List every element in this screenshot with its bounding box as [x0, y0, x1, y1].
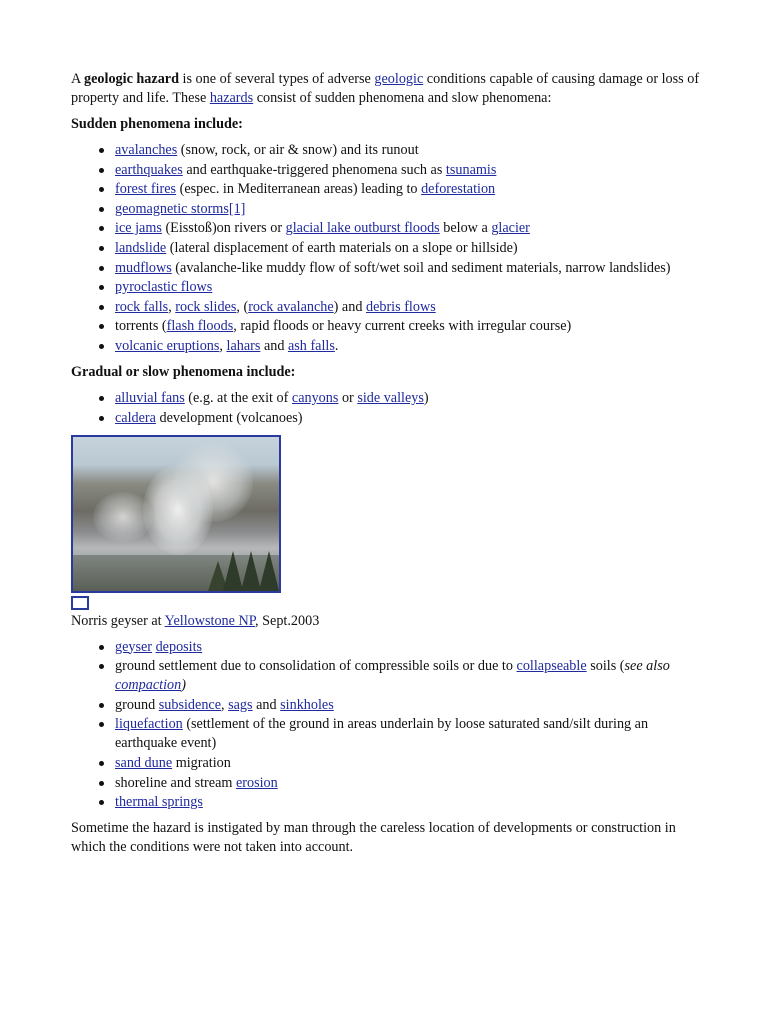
intro-text: is one of several types of adverse [178, 71, 375, 87]
tree-icon [259, 551, 279, 591]
link-hazards[interactable]: hazards [209, 90, 254, 106]
link-earthquakes[interactable]: earthquakes [115, 161, 183, 178]
item-text: shoreline and stream [115, 774, 236, 791]
link-ice-jams[interactable]: ice jams [115, 220, 162, 237]
item-text: ground [115, 696, 159, 713]
list-item [115, 638, 711, 657]
intro-paragraph [71, 70, 711, 108]
caption-text: Norris geyser at [71, 612, 165, 629]
intro-text: consist of sudden phenomena and slow phenomena: [253, 90, 552, 106]
item-text: (avalanche-like muddy flow of soft/wet soil and sediment materials, narrow landslides) [171, 259, 671, 276]
item-text: below a [439, 220, 492, 237]
link-liquefaction[interactable]: liquefaction [115, 716, 183, 733]
item-text: (e.g. at the exit of [184, 389, 292, 406]
list-item [115, 409, 711, 428]
item-text: development (volcanoes) [155, 409, 303, 426]
list-item [115, 161, 711, 180]
sudden-heading: Sudden phenomena include: [71, 116, 243, 132]
sudden-list [71, 141, 711, 356]
item-text: soils ( [586, 658, 625, 675]
link-debris-flows[interactable]: debris flows [365, 298, 436, 315]
item-text: and [252, 696, 281, 713]
link-yellowstone[interactable]: Yellowstone NP [164, 612, 256, 629]
list-item [115, 180, 711, 199]
gradual-list [71, 389, 711, 428]
link-compaction[interactable]: compaction [115, 677, 182, 694]
list-item [115, 337, 711, 356]
link-rock-slides[interactable]: rock slides [175, 298, 237, 315]
list-item [115, 298, 711, 317]
link-flash-floods[interactable]: flash floods [166, 318, 234, 335]
link-tsunamis[interactable]: tsunamis [445, 161, 497, 178]
link-geologic[interactable]: geologic [374, 71, 424, 87]
item-text: (lateral displacement of earth materials on a slope or hillside) [166, 239, 518, 256]
link-deposits[interactable]: deposits [155, 638, 203, 655]
link-thermal-springs[interactable]: thermal springs [115, 794, 203, 811]
link-pyroclastic-flows[interactable]: pyroclastic flows [115, 279, 213, 296]
tree-icon [241, 551, 261, 591]
link-forest-fires[interactable]: forest fires [115, 181, 177, 198]
item-text: or [338, 389, 358, 406]
link-side-valleys[interactable]: side valleys [357, 389, 424, 406]
link-geomagnetic-storms[interactable]: geomagnetic storms[1] [115, 200, 246, 217]
list-item [115, 219, 711, 238]
list-item [115, 141, 711, 160]
link-canyons[interactable]: canyons [291, 389, 339, 406]
link-collapseable[interactable]: collapseable [516, 658, 587, 675]
steam-plume [173, 442, 253, 522]
list-item [115, 200, 711, 219]
link-ash-falls[interactable]: ash falls [287, 337, 335, 354]
item-text: and [260, 337, 288, 354]
link-alluvial-fans[interactable]: alluvial fans [115, 389, 185, 406]
link-erosion[interactable]: erosion [235, 774, 278, 791]
link-sinkholes[interactable]: sinkholes [280, 696, 334, 713]
list-item [115, 317, 711, 336]
link-geyser[interactable]: geyser [115, 638, 153, 655]
link-glacier[interactable]: glacier [491, 220, 530, 237]
link-volcanic-eruptions[interactable]: volcanic eruptions [115, 337, 220, 354]
term-bold: geologic hazard [84, 71, 179, 87]
item-text: , [219, 337, 227, 354]
intro-text: A [71, 71, 85, 87]
enlarge-icon[interactable] [71, 596, 89, 610]
item-text: , rapid floods or heavy current creeks with irregular course) [233, 318, 572, 335]
list-item [115, 793, 711, 812]
item-text: torrents ( [115, 318, 167, 335]
list-item [115, 657, 711, 695]
item-text: and earthquake-triggered phenomena such as [182, 161, 446, 178]
list-item [115, 278, 711, 297]
link-sags[interactable]: sags [228, 696, 253, 713]
tree-icon [223, 551, 243, 591]
item-text: (espec. in Mediterranean areas) leading to [176, 181, 422, 198]
link-subsidence[interactable]: subsidence [158, 696, 222, 713]
article-body [71, 70, 711, 857]
link-caldera[interactable]: caldera [115, 409, 156, 426]
geyser-photo[interactable] [71, 435, 281, 593]
link-landslide[interactable]: landslide [115, 239, 167, 256]
item-text: ground settlement due to consolidation of compressible soils or due to [115, 658, 517, 675]
gradual-heading: Gradual or slow phenomena include: [71, 363, 296, 380]
link-sand-dune[interactable]: sand dune [115, 754, 173, 771]
list-item [115, 774, 711, 793]
gradual-list-continued [71, 638, 711, 813]
item-text: (Eisstoß)on rivers or [161, 220, 286, 237]
closing-paragraph: Sometime the hazard is instigated by man through the careless location of developments or construction in which the conditions were not taken into account. [71, 820, 676, 856]
item-text-italic: see also [624, 658, 670, 675]
list-item [115, 259, 711, 278]
item-text: . [334, 337, 339, 354]
caption-text: , Sept.2003 [255, 612, 320, 629]
item-text: , ( [236, 298, 249, 315]
item-text: ) and [333, 298, 366, 315]
link-rock-falls[interactable]: rock falls [115, 298, 169, 315]
list-item [115, 715, 711, 753]
item-text: , [168, 298, 176, 315]
list-item [115, 696, 711, 715]
intro-text: conditions capable of causing damage or loss of property and life. These [71, 71, 700, 106]
list-item [115, 239, 711, 258]
item-text: ) [423, 389, 429, 406]
link-lahars[interactable]: lahars [226, 337, 261, 354]
item-text: (snow, rock, or air & snow) and its runout [177, 142, 419, 158]
link-mudflows[interactable]: mudflows [115, 259, 172, 276]
link-glacial-lake-outburst-floods[interactable]: glacial lake outburst floods [285, 220, 440, 237]
list-item [115, 389, 711, 408]
item-text: , [221, 696, 229, 713]
figure-caption [71, 612, 711, 631]
geyser-figure [71, 435, 281, 610]
item-text: migration [172, 754, 231, 771]
item-text-italic: ) [181, 677, 186, 694]
list-item [115, 754, 711, 773]
link-deforestation[interactable]: deforestation [421, 181, 496, 198]
link-avalanches[interactable]: avalanches [115, 142, 178, 158]
link-rock-avalanche[interactable]: rock avalanche [248, 298, 334, 315]
item-text: (settlement of the ground in areas underlain by loose saturated sand/silt during an earthquake event) [115, 716, 649, 752]
